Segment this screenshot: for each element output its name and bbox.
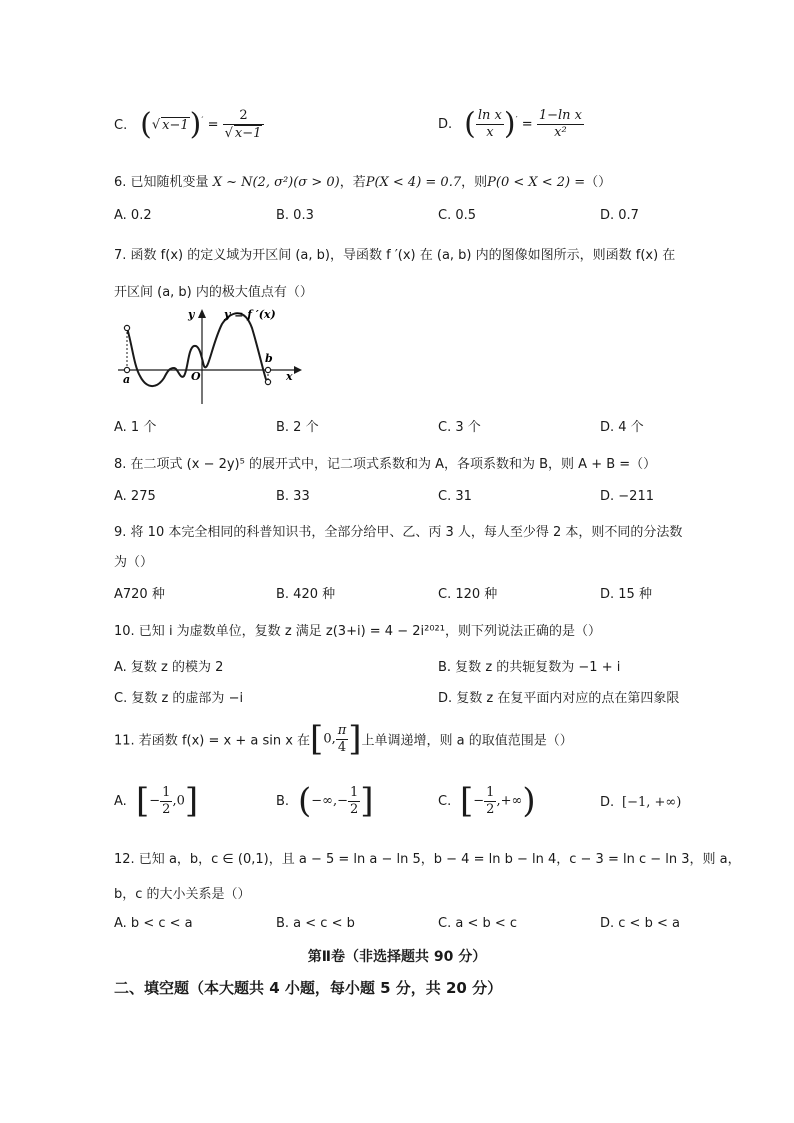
q11-suffix: 上单调递增，则 a 的取值范围是（）	[361, 733, 573, 749]
q6-option-a: A. 0.2	[114, 208, 152, 223]
q6-option-d: D. 0.7	[600, 208, 639, 223]
q10-option-b: B. 复数 z 的共轭复数为 −1 + i	[438, 660, 621, 675]
half-fraction	[484, 785, 496, 818]
q8-option-b: B. 33	[276, 489, 310, 504]
q10-option-c: C. 复数 z 的虚部为 −i	[114, 691, 244, 706]
bracket-open: [	[136, 781, 150, 821]
equals: =	[207, 117, 219, 133]
q10-question: 10. 已知 i 为虚数单位，复数 z 满足 z(3+i) = 4 − 2i²⁰²¹，则下列说法正确的是（）	[114, 624, 601, 639]
frac-den: x	[486, 125, 494, 140]
open-endpoint-a	[124, 325, 129, 330]
q5-option-d	[438, 108, 584, 141]
frac-den: 4	[337, 739, 347, 755]
frac-num: π	[337, 722, 347, 738]
bracket-open: [	[460, 781, 474, 821]
bracket-close: ]	[360, 781, 374, 821]
q12-question-line2: b，c 的大小关系是（）	[114, 887, 251, 902]
frac-num: 2	[223, 108, 265, 125]
q9-question-line1: 9. 将 10 本完全相同的科普知识书，全部分给甲、乙、丙 3 人，每人至少得 2 本，则不同的分法数	[114, 525, 683, 540]
q6-suffix: （）	[585, 175, 612, 190]
frac-den: x²	[554, 125, 567, 140]
q12-option-b: B. a < c < b	[276, 916, 355, 931]
q9-option-d: D. 15 种	[600, 587, 652, 602]
q8-option-a: A. 275	[114, 489, 156, 504]
open-point-b-axis	[265, 367, 270, 372]
frac-den: x−1	[234, 126, 262, 141]
q9-option-c: C. 120 种	[438, 587, 498, 602]
q8-option-d: D. −211	[600, 489, 654, 504]
q11-option-d-label: D.	[600, 795, 615, 810]
label-y: y	[188, 308, 195, 321]
section-title: 第Ⅱ卷（非选择题共 90 分）	[307, 949, 487, 965]
q7-question-line2: 开区间 (a, b) 内的极大值点有（）	[114, 285, 313, 300]
q5-option-c: C. (√ x−1)′ = $\frac{2}{√ x-1}$	[114, 108, 264, 142]
q6-question	[114, 171, 611, 190]
q10-option-d: D. 复数 z 在复平面内对应的点在第四象限	[438, 691, 680, 706]
frac-den: 2	[162, 801, 171, 817]
q8-question: 8. 在二项式 (x − 2y)⁵ 的展开式中，记二项式系数和为 A，各项系数和为 B，则 A + B =（）	[114, 457, 657, 472]
equals: =	[521, 117, 533, 132]
q7-option-a: A. 1 个	[114, 420, 157, 435]
q6-distribution: X ~ N(2, σ²)(σ > 0)	[212, 175, 340, 190]
x-axis-arrow	[294, 366, 302, 374]
q8-option-c: C. 31	[438, 489, 472, 504]
sqrt-content: x−1	[162, 117, 189, 133]
derivative-graph	[112, 304, 312, 408]
q5-c-fraction: $\frac{2}{√ x-1}$	[223, 108, 265, 142]
y-axis-arrow	[198, 309, 206, 318]
label-b: b	[265, 352, 273, 365]
q9-option-b: B. 420 种	[276, 587, 336, 602]
q12-option-a: A. b < c < a	[114, 916, 193, 931]
q11-option-c-label: C.	[438, 793, 452, 809]
open-point-a-axis	[124, 367, 129, 372]
q11-option-a-label: A.	[114, 793, 127, 809]
prime: ′	[201, 116, 204, 127]
paren-close: )	[503, 106, 516, 142]
q6-mid: ，若	[339, 175, 366, 190]
half-fraction	[160, 785, 172, 818]
paren-close: )	[522, 781, 536, 821]
open-endpoint-b	[265, 379, 270, 384]
half-fraction	[348, 785, 360, 818]
q6-option-c: C. 0.5	[438, 208, 477, 223]
q12-question-line1: 12. 已知 a，b，c ∈ (0,1)，且 a − 5 = ln a − ln 5，b − 4 = ln b − ln 4，c − 3 = ln c − ln 3，则 a，	[114, 852, 741, 867]
label-a: a	[123, 373, 131, 386]
q7-option-b: B. 2 个	[276, 420, 319, 435]
frac-num: ln x	[477, 108, 502, 123]
q10-option-a: A. 复数 z 的模为 2	[114, 660, 224, 675]
q11-question: 11. 若函数 f(x) = x + a sin x 在[0, $\frac{\pi}{4}$ ]上单调递增，则 a 的取值范围是（）	[114, 719, 573, 759]
q12-option-d: D. c < b < a	[600, 916, 680, 931]
frac-num: 1−ln x	[538, 108, 582, 123]
frac-num: 1	[162, 784, 171, 800]
label-o: O	[191, 370, 201, 383]
q11-option-b-label: B.	[276, 793, 290, 809]
q5-d-rhs-fraction	[537, 108, 584, 141]
q7-question-line1: 7. 函数 f(x) 的定义域为开区间 (a, b)，导函数 f ′(x) 在 (a, b) 内的图像如图所示，则函数 f(x) 在	[114, 248, 676, 263]
label-x: x	[286, 370, 293, 383]
prime: ′	[515, 115, 518, 126]
paren-open: (	[140, 107, 152, 142]
q11-prefix: 11. 若函数 f(x) = x + a sin x 在	[114, 733, 311, 749]
bracket-close: ]	[348, 719, 362, 759]
q11-interval-fraction	[336, 723, 349, 756]
q9-option-a: A720 种	[114, 587, 165, 602]
q5-d-lhs-fraction	[476, 108, 504, 141]
q5-option-d-label: D.	[438, 117, 453, 132]
bracket-close: ]	[184, 781, 199, 821]
q7-option-c: C. 3 个	[438, 420, 481, 435]
paren-open: (	[298, 781, 312, 821]
section-subtitle: 二、填空题（本大题共 4 小题，每小题 5 分，共 20 分）	[114, 979, 503, 997]
bracket-open: [	[310, 719, 324, 759]
q6-mid2: ，则	[461, 175, 488, 190]
q5-option-c-label: C.	[114, 117, 128, 133]
q11-option-c: C. [− $\frac{1}{2}$ ,+∞)	[438, 781, 536, 821]
q11-option-d	[600, 795, 681, 810]
q12-option-c: C. a < b < c	[438, 916, 518, 931]
paren-open: (	[464, 106, 476, 142]
q6-option-b: B. 0.3	[276, 208, 314, 223]
frac-den: 2	[486, 801, 495, 817]
label-curve: y = f ′(x)	[224, 308, 276, 321]
frac-num: 1	[486, 784, 495, 800]
frac-den: 2	[350, 801, 359, 817]
q6-ask: P(0 < X < 2) =	[487, 175, 586, 190]
q11-option-a: A. [− $\frac{1}{2}$ ,0]	[114, 781, 199, 821]
q7-option-d: D. 4 个	[600, 420, 644, 435]
q11-option-d-text: [−1, +∞)	[622, 795, 682, 810]
paren-close: )	[189, 107, 202, 142]
q6-prefix: 6. 已知随机变量	[114, 175, 209, 190]
q9-question-line2: 为（）	[114, 555, 154, 570]
q11-option-b: B. (−∞,− $\frac{1}{2}$ ]	[276, 781, 374, 821]
frac-num: 1	[350, 784, 359, 800]
q6-condition: P(X < 4) = 0.7	[365, 175, 462, 190]
